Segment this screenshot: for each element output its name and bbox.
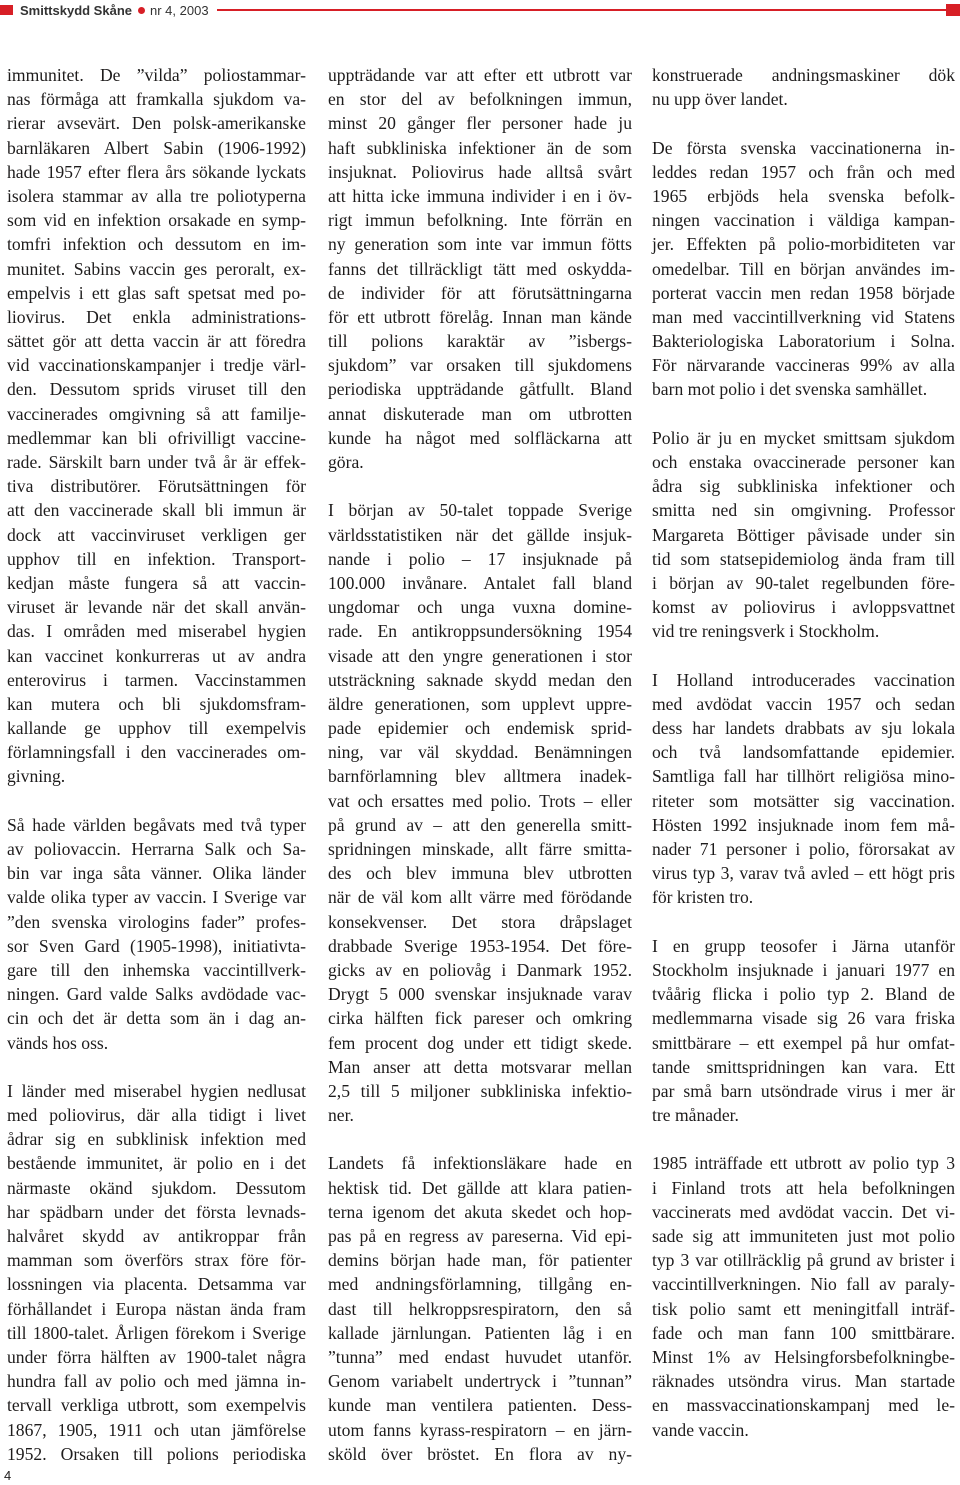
text-line: och två landsomfattande epidemier. xyxy=(652,742,955,763)
text-line: kan mutera och bli sjukdomsfram- xyxy=(7,693,306,714)
text-line: i början av 90-talet regelbunden före- xyxy=(652,572,955,593)
text-line: sade sig att immuniteten just mot polio xyxy=(652,1226,955,1246)
text-line: nas förmåga att framkalla sjukdom va- xyxy=(7,89,306,110)
text-line: för kristen tro. xyxy=(652,887,754,908)
text-line: närmaste okänd sjukdom. Dessutom xyxy=(7,1177,306,1198)
text-line: Genom variabelt undertryck i ”tunnan” xyxy=(328,1371,632,1392)
text-line: visade att den yngre generationen i stor xyxy=(328,645,632,666)
text-line: annat diskuterade man om utbrotten xyxy=(328,403,632,424)
page-number: 4 xyxy=(4,1468,12,1483)
text-line: vat och ersattes med polio. Trots – eller xyxy=(328,790,632,811)
text-line: smitta ned sin omgivning. Professor xyxy=(652,500,955,521)
paragraph xyxy=(652,136,955,402)
text-line: rigt immun befolkning. Inte förrän en xyxy=(328,210,632,231)
text-line: tiva distributörer. Förutsättningen för xyxy=(7,476,306,497)
text-line: medlemmarna visade sig 26 vara friska xyxy=(652,1008,955,1029)
text-line: tisk polio samt ett meningitfall inträf- xyxy=(652,1298,955,1319)
text-line: ningen vaccination i väldiga kampan- xyxy=(652,210,955,231)
text-line: utom fanns kyrass-respiratorn – en järn- xyxy=(328,1419,632,1440)
text-line: 1867, 1905, 1911 och utan jämförelse xyxy=(7,1419,306,1440)
text-line: räknades utsöndra virus. Man startade xyxy=(652,1371,955,1392)
text-line: hundra fall av polio och med jämna in- xyxy=(7,1371,306,1392)
text-line: för ett utbrott förelåg. Innan man kände xyxy=(328,306,632,327)
text-line: fade och man fann 100 smittbärare. xyxy=(652,1322,955,1343)
publication-title: Smittskydd Skåne xyxy=(20,2,132,18)
text-line: bestående immunitet, är polio en i det xyxy=(7,1153,306,1174)
column-middle xyxy=(328,63,632,1466)
text-line: tervall verkliga utbrott, som exempelvis xyxy=(7,1395,306,1416)
text-line: en massvaccinationskampanj med le- xyxy=(652,1395,955,1416)
text-line: Man anser att detta motsvarar mellan xyxy=(328,1056,632,1077)
text-line: barnförlamning blev alltmera inadek- xyxy=(328,766,632,787)
text-line: till polions karaktär av ”isbergs- xyxy=(328,331,632,352)
text-line: das. I områden med miserabel hygien xyxy=(7,621,306,642)
text-line: insjuknat. Poliovirus hade alltså svårt xyxy=(328,161,632,182)
text-line: Polio är ju en mycket smittsam sjukdom xyxy=(652,427,955,448)
text-line: smittbärare – ett exempel på hur omfat- xyxy=(652,1032,955,1053)
column-left xyxy=(7,63,306,1466)
text-line: sköld över bröstet. En flora av ny- xyxy=(328,1443,632,1464)
text-line: halvåret skydd av antikroppar från xyxy=(7,1226,306,1246)
text-line: förhållandet i Europa nästan ända fram xyxy=(7,1298,306,1319)
text-line: konstruerade andningsmaskiner dök xyxy=(652,65,955,85)
text-line: leddes redan 1957 och från och med xyxy=(652,161,955,182)
text-line: som vid en infektion orsakade en symp- xyxy=(7,210,306,231)
text-line: kedjan måste fungera så att vaccin- xyxy=(7,572,306,593)
text-line: den. Dessutom sprids viruset till den xyxy=(7,379,306,400)
text-line: vid tre reningsverk i Stockholm. xyxy=(652,621,880,642)
text-line: ådra sig subkliniska infektioner och xyxy=(652,476,955,497)
text-line: dock att vaccinviruset verkligen ger xyxy=(7,524,306,545)
text-line: dess har landets drabbats av sju lokala xyxy=(652,718,955,739)
text-line: riteter som motsätter sig vaccination. xyxy=(652,790,955,811)
text-line: till 1800-talet. Årligen förekom i Sverige xyxy=(7,1322,306,1343)
text-line: munitet. Sabins vaccin ges peroralt, ex- xyxy=(7,258,306,279)
text-line: ”tunna” med endast huvudet utanför. xyxy=(328,1346,632,1367)
text-line: haft subkliniska infektioner än de som xyxy=(328,137,632,158)
text-line: kallade järnlungan. Patienten låg i en xyxy=(328,1322,632,1343)
text-line: vaccintillverkningen. Nio fall av paraly- xyxy=(652,1274,955,1295)
text-line: dast till helkroppsrespiratorn, den så xyxy=(328,1298,632,1319)
paragraph xyxy=(652,934,955,1128)
text-line: 1952. Orsaken till polions periodiska xyxy=(7,1443,306,1464)
text-line: Drygt 5 000 svenskar insjuknade varav xyxy=(328,984,632,1005)
header-rule xyxy=(217,9,946,11)
paragraph xyxy=(652,426,955,644)
separator-dot-icon xyxy=(138,7,145,14)
text-line: upphov till en infektion. Transport- xyxy=(7,548,306,569)
text-line: pade epidemier och endemisk sprid- xyxy=(328,718,632,739)
text-line: givning. xyxy=(7,766,66,787)
text-line: ådrar sig en subklinisk infektion med xyxy=(7,1129,306,1150)
text-line: man med vaccintillverkning vid Statens xyxy=(652,306,955,327)
text-line: konsekvenser. Det stora dråpslaget xyxy=(328,911,632,932)
text-line: rierar avsevärt. Den polsk-amerikanske xyxy=(7,113,306,134)
text-line: och enstaka ovaccinerade personer kan xyxy=(652,452,955,472)
text-line: sor Sven Gard (1905-1998), initiativta- xyxy=(7,935,306,956)
text-line: I Holland introducerades vaccination xyxy=(652,669,955,690)
text-line: 100.000 invånare. Antalet fall bland xyxy=(328,572,632,593)
text-line: Samtliga fall har tillhört religiösa mino- xyxy=(652,766,955,787)
text-line: kallande ge upphov till exempelvis xyxy=(7,718,306,739)
text-line: valde olika typer av vaccin. I Sverige var xyxy=(7,887,306,908)
paragraph xyxy=(652,668,955,910)
text-line: sättet gör att detta vaccin är att föredra xyxy=(7,331,306,352)
text-line: drabbade Sverige 1953-1954. Det före- xyxy=(328,935,632,956)
text-line: pas på en regress av pareserna. Vid epi- xyxy=(328,1226,632,1246)
text-line: gicks av en poliovåg i Danmark 1952. xyxy=(328,959,632,980)
text-line: Margareta Böttiger påvisade under sin xyxy=(652,524,955,545)
text-line: medlemmar kan bli ofrivilligt vaccine- xyxy=(7,427,306,448)
text-line: med andningsförlamning, tillgång en- xyxy=(328,1274,632,1295)
text-line: I början av 50-talet toppade Sverige xyxy=(328,500,632,521)
text-line: cirka hälften fick pareser och omkring xyxy=(328,1008,632,1029)
text-line: göra. xyxy=(328,452,364,472)
text-line: rade. Särskilt barn under två år är effek- xyxy=(7,452,306,472)
text-line: cin och det är detta som än i dag an- xyxy=(7,1008,306,1029)
text-line: jer. Effekten på polio-morbiditeten var xyxy=(652,234,955,255)
text-line: på grund av – att den generella smitt- xyxy=(328,814,632,835)
text-line: typ 3 var otillräcklig på grund av brister i xyxy=(652,1250,955,1271)
text-line: fanns det tillräckligt tätt med oskydda- xyxy=(328,258,632,279)
text-line: en stor del av befolkningen immun, xyxy=(328,89,632,110)
text-line: hektisk tid. Det gällde att klara patien- xyxy=(328,1177,632,1198)
text-line: Minst 1% av Helsingforsbefolkningbe- xyxy=(652,1346,955,1367)
text-line: ner. xyxy=(328,1105,354,1126)
text-line: under förra hälften av 1900-talet några xyxy=(7,1346,306,1367)
text-line: mamman som överförs strax före för- xyxy=(7,1250,306,1271)
text-line: Landets få infektionsläkare hade en xyxy=(328,1153,632,1174)
text-line: utsträckning saknade skydd medan den xyxy=(328,669,632,690)
issue-number: nr 4, 2003 xyxy=(150,2,209,18)
text-line: av poliovaccin. Herrarna Salk och Sa- xyxy=(7,839,306,859)
paragraph xyxy=(652,63,955,111)
text-line: Hösten 1992 insjuknade inom fem må- xyxy=(652,814,955,835)
text-line: Bakteriologiska Laboratorium i Solna. xyxy=(652,331,955,352)
text-line: viruset är levande när det skall använ- xyxy=(7,597,306,618)
text-line: nu upp över landet. xyxy=(652,89,788,110)
text-line: de individer för att förutsättningarna xyxy=(328,282,632,303)
text-line: periodiska uppträdande gåtfullt. Bland xyxy=(328,379,632,400)
text-line: nande i polio – 17 insjuknade på xyxy=(328,548,632,569)
paragraph xyxy=(7,813,306,1055)
text-line: med poliovirus, där alla tidigt i livet xyxy=(7,1105,306,1126)
text-line: ning, var väl skyddad. Benämningen xyxy=(328,742,632,763)
text-line: uppträdande var att efter ett utbrott var xyxy=(328,65,632,85)
text-line: tvåårig flicka i polio typ 2. Bland de xyxy=(652,984,955,1005)
text-line: barnläkaren Albert Sabin (1906-1992) xyxy=(7,137,306,158)
text-line: när de väl kom allt värre med förödande xyxy=(328,887,632,908)
text-line: komst av poliovirus i avloppsvattnet xyxy=(652,597,955,618)
text-line: 1965 erbjöds hela svenska befolk- xyxy=(652,185,955,206)
text-line: Så hade världen begåvats med två typer xyxy=(7,814,306,835)
text-line: kan vaccinet konkurreras ut av andra xyxy=(7,645,306,666)
text-line: ungdomar och unga vuxna domine- xyxy=(328,597,632,618)
text-line: i Finland trots att hela befolkningen xyxy=(652,1177,955,1198)
text-line: tomfri infektion och dessutom en im- xyxy=(7,234,306,255)
text-line: virus typ 3, varav två avled – ett högt pris xyxy=(652,863,955,884)
text-line: I länder med miserabel hygien nedlusat xyxy=(7,1080,306,1101)
text-line: kunde ha något med solfläckarna att xyxy=(328,427,632,448)
text-line: demins början hade man, för patienter xyxy=(328,1250,632,1271)
text-line: Stockholm insjuknade i januari 1977 en xyxy=(652,959,955,980)
text-line: barn mot polio i det svenska samhället. xyxy=(652,379,928,400)
text-line: med avdödat vaccin 1957 och sedan xyxy=(652,693,955,714)
paragraph xyxy=(328,498,632,1127)
text-line: har spädbarn under det första levnads- xyxy=(7,1201,306,1222)
text-line: empelvis i ett glas saft spetsat med po- xyxy=(7,282,306,303)
text-line: ningen. Gard valde Salks avdödade vac- xyxy=(7,984,306,1005)
text-line: enterovirus i tarmen. Vaccinstammen xyxy=(7,669,306,690)
text-line: vänds hos oss. xyxy=(7,1032,109,1053)
text-line: immunitet. De ”vilda” poliostammar- xyxy=(7,65,306,85)
text-line: par små barn utsöndrade virus i mer är xyxy=(652,1080,955,1101)
paragraph xyxy=(328,1151,632,1465)
header-bar xyxy=(0,0,960,20)
text-line: sjukdom” var orsaken till sjukdomens xyxy=(328,355,632,376)
text-line: förlamningsfall i den vaccinerades om- xyxy=(7,742,306,763)
text-line: vid vaccinationskampanjer i tredje värl- xyxy=(7,355,306,376)
text-line: liovirus. Det enkla administrations- xyxy=(7,306,306,327)
column-right xyxy=(652,63,955,1442)
text-line: världsstatistiken när det gällde insjuk- xyxy=(328,524,632,545)
text-line: bin var inga såta vänner. Olika länder xyxy=(7,863,306,884)
text-line: fem procent dog under ett tidigt skede. xyxy=(328,1032,632,1053)
text-line: tid som statsepidemiolog ända fram till xyxy=(652,548,955,569)
text-line: vande vaccin. xyxy=(652,1419,749,1440)
text-line: kunde man ventilera patienten. Dess- xyxy=(328,1395,632,1416)
text-line: att hitta icke immuna individer i en i öv- xyxy=(328,185,632,206)
text-line: att den vaccinerade skall bli immun är xyxy=(7,500,306,521)
paragraph xyxy=(652,1151,955,1441)
paragraph xyxy=(7,1079,306,1466)
text-line: ny generation som inte var immun fötts xyxy=(328,234,632,255)
text-line: des och blev immuna blev utbrotten xyxy=(328,863,632,884)
text-line: 2,5 till 5 miljoner subkliniska infektio- xyxy=(328,1080,632,1101)
text-line: ”den svenska virologins fader” profes- xyxy=(7,911,306,932)
text-line: gare till den inhemska vaccintillverk- xyxy=(7,959,306,980)
text-line: vaccinerats med avdödat vaccin. Det vi- xyxy=(652,1201,955,1222)
text-line: äldre generationen, som upplevt uppre- xyxy=(328,693,632,714)
text-line: isolera stammar av alla tre poliotyperna xyxy=(7,185,306,206)
text-line: rade. En antikroppsundersökning 1954 xyxy=(328,621,632,642)
paragraph xyxy=(328,63,632,474)
text-line: För närvarande vaccineras 99% av alla xyxy=(652,355,955,376)
text-line: hade 1957 efter flera års sökande lyckats xyxy=(7,161,306,182)
text-line: De första svenska vaccinationerna in- xyxy=(652,137,955,158)
text-line: lossningen via placenta. Detsamma var xyxy=(7,1274,306,1295)
brand-square-icon xyxy=(0,5,13,15)
text-line: terna igenom det akuta skedet och hop- xyxy=(328,1201,632,1222)
text-line: omedelbar. Till en början användes im- xyxy=(652,258,955,279)
text-line: porterat vaccin men redan 1958 började xyxy=(652,282,955,303)
text-line: 1985 inträffade ett utbrott av polio typ 3 xyxy=(652,1153,955,1174)
text-line: I en grupp teosofer i Järna utanför xyxy=(652,935,955,956)
paragraph xyxy=(7,63,306,789)
text-line: tre månader. xyxy=(652,1105,739,1126)
text-line: tande smittspridningen kan vara. Ett xyxy=(652,1056,955,1077)
text-line: nader 71 personer i polio, förorsakat av xyxy=(652,839,955,859)
text-line: minst 20 gånger fler personer hade ju xyxy=(328,113,632,134)
text-line: vaccinerades omgivning så att familje- xyxy=(7,403,306,424)
text-line: spridningen minskade, allt färre smitta- xyxy=(328,839,632,859)
header-block xyxy=(946,4,960,16)
